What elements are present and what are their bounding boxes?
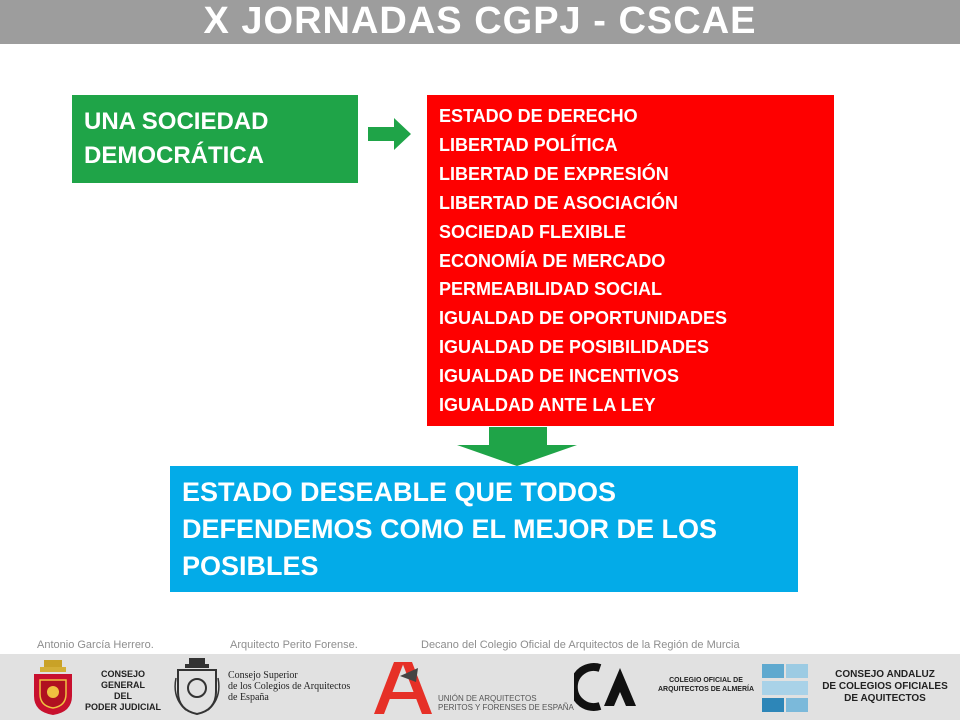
cgpj-logo-text: CONSEJO GENERAL DEL PODER JUDICIAL: [84, 669, 161, 712]
list-item: SOCIEDAD FLEXIBLE: [439, 221, 627, 242]
list-item: IGUALDAD DE OPORTUNIDADES: [439, 308, 728, 329]
conclusion-text: ESTADO DESEABLE QUE TODOS DEFENDEMOS COMO EL MEJOR DE LOS POSIBLES: [182, 477, 718, 581]
cscae-emblem-icon: [172, 658, 222, 716]
cacoa-logo-text: CONSEJO ANDALUZ DE COLEGIOS OFICIALES DE AQUITECTOS: [822, 669, 948, 704]
upfe-logo-icon: [372, 658, 434, 716]
list-item: IGUALDAD DE POSIBILIDADES: [439, 337, 710, 358]
list-item: LIBERTAD POLÍTICA: [439, 134, 618, 155]
democratic-society-box: [72, 95, 358, 183]
list-item: LIBERTAD DE EXPRESIÓN: [439, 163, 669, 184]
down-arrow-icon: [455, 427, 579, 467]
slide-title: X JORNADAS CGPJ - CSCAE: [203, 0, 757, 42]
list-item: ECONOMÍA DE MERCADO: [439, 250, 666, 271]
author-role: Arquitecto Perito Forense.: [230, 639, 358, 651]
list-item: IGUALDAD DE INCENTIVOS: [439, 366, 680, 387]
footer-credit: [37, 639, 837, 653]
democratic-society-label: UNA SOCIEDAD DEMOCRÁTICA: [84, 108, 269, 169]
list-item: PERMEABILIDAD SOCIAL: [439, 279, 663, 300]
list-item: LIBERTAD DE ASOCIACIÓN: [439, 192, 679, 213]
cgpj-coat-of-arms-icon: [30, 660, 76, 716]
header-bar: [0, 0, 960, 44]
right-arrow-icon: [368, 117, 412, 151]
characteristics-list: [439, 102, 727, 420]
list-item: IGUALDAD ANTE LA LEY: [439, 395, 656, 416]
characteristics-box: [427, 95, 834, 426]
author-position: Decano del Colegio Oficial de Arquitectos de la Región de Murcia: [421, 639, 740, 651]
author-name: Antonio García Herrero.: [37, 639, 154, 651]
conclusion-box: [170, 466, 798, 592]
logo-strip: [0, 654, 960, 720]
cscae-logo-text: Consejo Superior de los Colegios de Arquitectos de España: [228, 670, 351, 703]
list-item: ESTADO DE DERECHO: [439, 106, 638, 126]
coa-almeria-logo-text: COLEGIO OFICIAL DE ARQUITECTOS DE ALMERÍA: [657, 677, 755, 693]
upfe-logo-text: UNIÓN DE ARQUITECTOS PERITOS Y FORENSES DE ESPAÑA: [438, 694, 574, 712]
cacoa-logo-icon: [762, 664, 808, 712]
coa-almeria-logo-icon: [574, 662, 640, 712]
